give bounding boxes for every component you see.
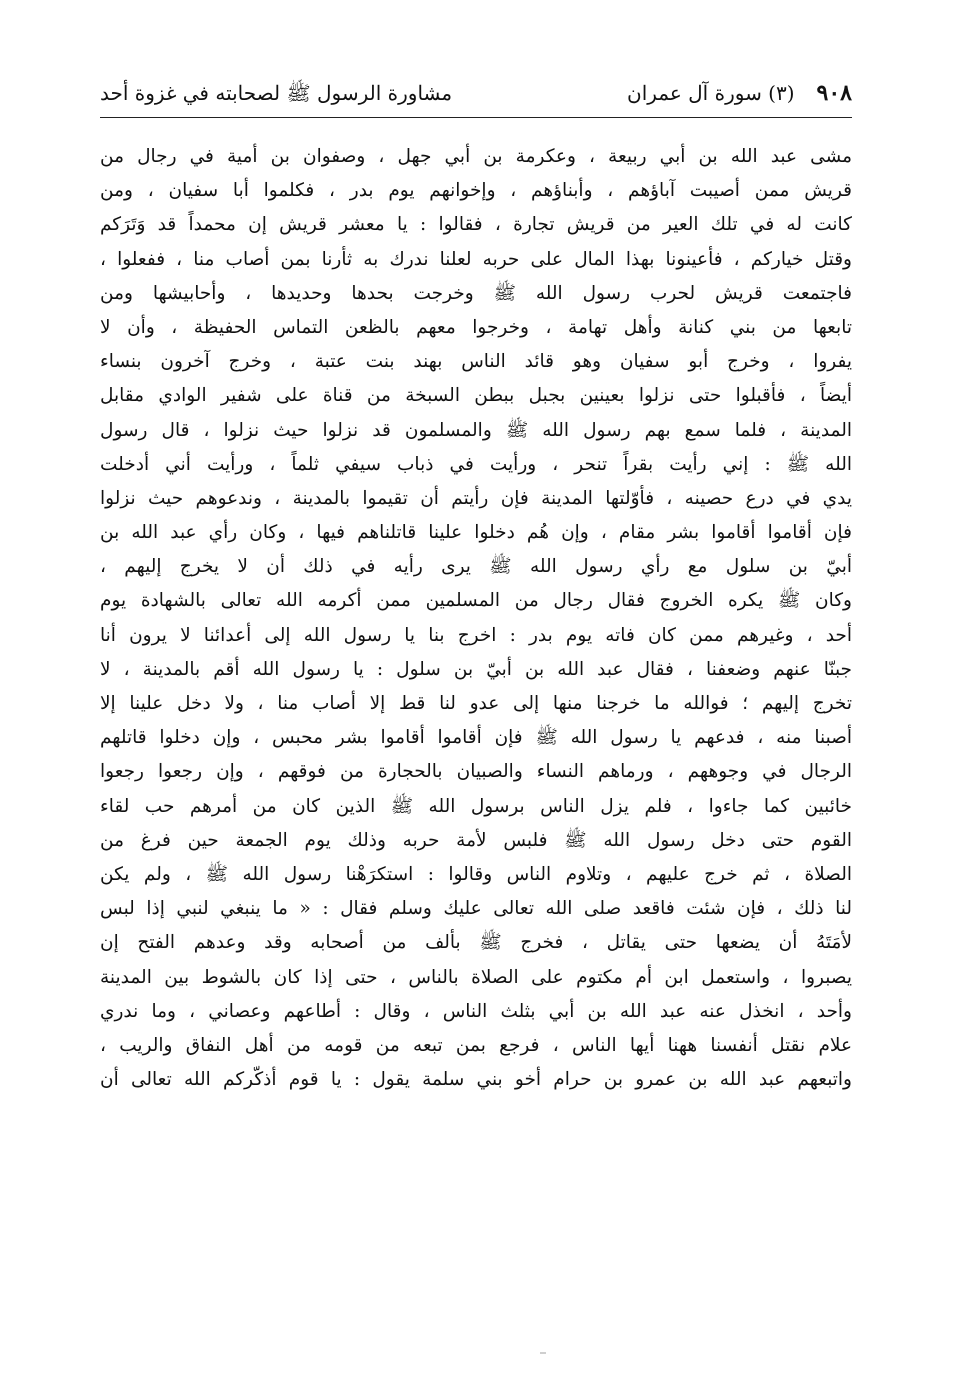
text-line: يدي في درع حصينه ، فأوّلتها المدينة فإن رأيتم أن تقيموا بالمدينة ، وندعوهم حيث نزلوا xyxy=(100,487,852,509)
text-line: وأحد ، انخذل عنه عبد الله بن أبي بثلث الناس ، وقال : أطاعهم وعصاني ، وما ندري xyxy=(100,1000,852,1022)
text-line: المدينة ، فلما سمع بهم رسول الله ﷺ والمسلمون قد نزلوا حيث نزلوا ، قال رسول xyxy=(100,419,852,441)
text-line: جبنّا عنهم وضعفنا ، فقال عبد الله بن أبيّ بن سلول : يا رسول الله أقم بالمدينة ، لا xyxy=(100,658,852,680)
text-line: تخرج إليهم ؛ فوالله ما خرجنا منها إلى عدو لنا قط إلا أصاب منا ، ولا دخل علينا إلا xyxy=(100,693,852,714)
body-text xyxy=(100,140,852,1097)
text-line: فاجتمعت قريش لحرب رسول الله ﷺ وخرجت بحدها وحديدها ، وأحابيشها ومن xyxy=(100,282,852,304)
text-line: لأمَتَهُ أن يضعها حتى يقاتل ، فخرج ﷺ بألف من أصحابه وقد وعدهم الفتح إن xyxy=(100,932,852,954)
text-line: كانت له في تلك العير من قريش تجارة ، فقالوا : يا معشر قريش إن محمداً قد وَتَرَكم xyxy=(100,214,852,236)
text-line: يفروا ، وخرج أبو سفيان وهو قائد الناس بهند بنت عتبة ، وخرج آخرون بنساء xyxy=(100,351,852,373)
text-line: الرجال في وجوههم ، ورماهم النساء والصبيان بالحجارة من فوقهم ، وإن رجعوا رجعوا xyxy=(100,761,852,783)
text-line: وقتل خياركم ، فأعينونا بهذا المال على حربه لعلنا ندرك به ثأرنا بمن أصاب منا ، ففعلوا ، xyxy=(100,248,852,270)
text-line: الله ﷺ : إني رأيت بقراً تنحر ، ورأيت في ذباب سيفي ثلماً ، ورأيت أني أدخلت xyxy=(100,453,852,475)
text-line: وكان ﷺ يكره الخروج فقال رجال من المسلمين ممن أكرمه الله تعالى بالشهادة يوم xyxy=(100,590,852,612)
running-header xyxy=(100,76,852,110)
text-line: فإن أقاموا أقاموا بشر مقام ، وإن هُم دخلوا علينا قاتلناهم فيها ، وكان رأي عبد الله بن xyxy=(100,522,852,544)
text-line: مشى عبد الله بن أبي ربيعة ، وعكرمة بن أبي جهل ، وصفوان بن أمية في رجال من xyxy=(100,146,852,167)
text-line: القوم حتى دخل رسول الله ﷺ فلبس لأمة حربه وذلك يوم الجمعة حين فرغ من xyxy=(100,829,852,851)
text-line: أبيّ بن سلول مع رأي رسول الله ﷺ يرى رأيه في ذلك أن لا يخرج إليهم ، xyxy=(100,556,852,578)
text-line: الصلاة ، ثم خرج عليهم ، وتلاوم الناس وقالوا : استكرَهْنا رسول الله ﷺ ، ولم يكن xyxy=(100,863,852,885)
text-line: واتبعهم عبد الله بن عمرو بن حرام أخو بني سلمة يقول : يا قوم أذكّركم الله تعالى أن xyxy=(100,1069,852,1091)
text-line: قريش ممن أصيبت آباؤهم ، وأبناؤهم ، وإخوانهم يوم بدر ، فكلموا أبا سفيان ، ومن xyxy=(100,180,852,202)
text-line: أحد ، وغيرهم ممن كان فاته يوم بدر : اخرج بنا يا رسول الله إلى أعدائنا لا يرون أنا xyxy=(100,624,852,646)
page-number: ٩٠٨ xyxy=(816,80,852,106)
header-rule xyxy=(100,117,852,118)
text-line: تابعها من بني كنانة وأهل تهامة ، وخرجوا معهم بالظعن التماس الحفيظة ، وأن لا xyxy=(100,316,852,338)
text-line: علام نقتل أنفسنا ههنا أيها الناس ، فرجع بمن تبعه من قومه من أهل النفاق والريب ، xyxy=(100,1034,852,1056)
text-line: لنا ذلك ، فإن شئت فاقعد صلى الله تعالى عليك وسلم فقال : « ما ينبغي لنبي إذا لبس xyxy=(100,898,852,920)
header-right-group xyxy=(627,76,852,110)
text-line: يصبروا ، واستعمل ابن أم مكتوم على الصلاة بالناس ، حتى إذا كان بالشوط بين المدينة xyxy=(100,966,852,988)
surah-title: (٣) سورة آل عمران xyxy=(627,81,795,105)
scan-speck xyxy=(540,1352,546,1354)
text-line: أيضاً ، فأقبلوا حتى نزلوا بعينين بجبل ببطن السبخة من قناة على شفير الوادي مقابل xyxy=(100,385,852,407)
text-line: خائبين كما جاءوا ، فلم يزل الناس برسول الله ﷺ الذين كان من أمرهم حب لقاء xyxy=(100,795,852,817)
section-topic: مشاورة الرسول ﷺ لصحابته في غزوة أحد xyxy=(100,81,453,105)
text-line: أصبنا منه ، فدعهم يا رسول الله ﷺ فإن أقاموا أقاموا بشر محبس ، وإن دخلوا قاتلهم xyxy=(100,727,852,749)
